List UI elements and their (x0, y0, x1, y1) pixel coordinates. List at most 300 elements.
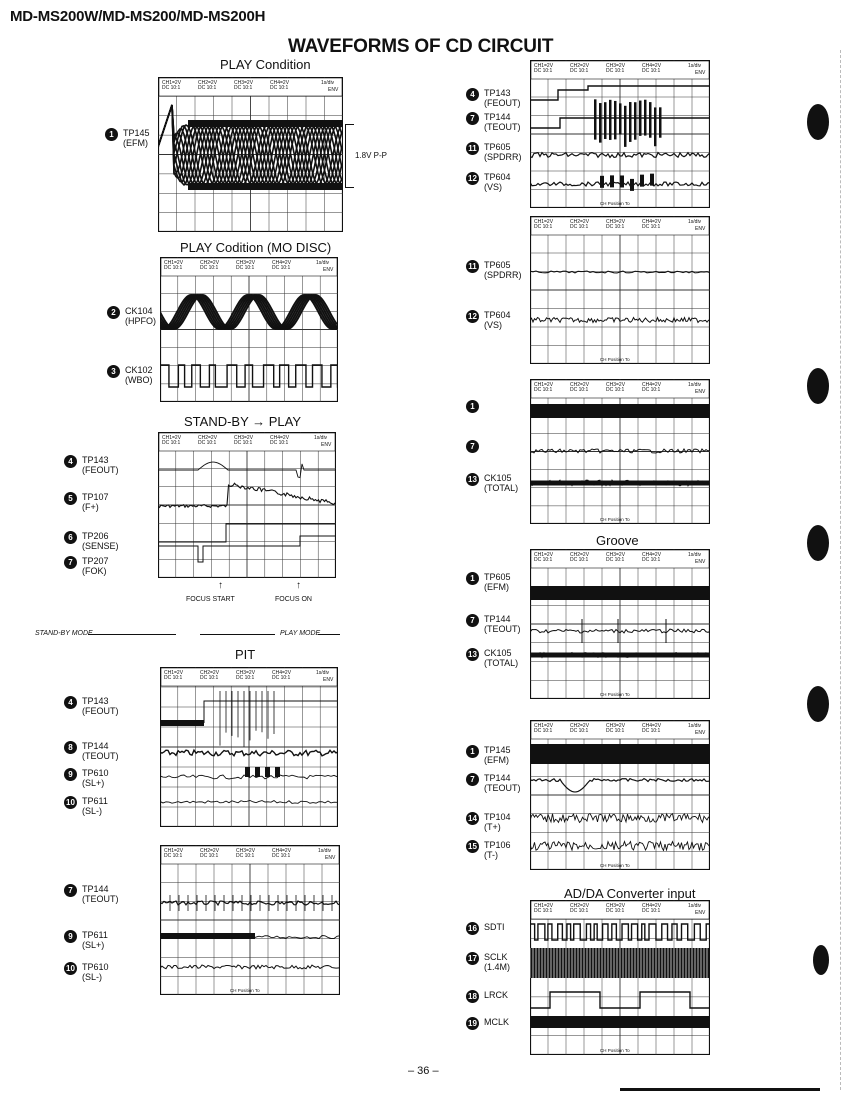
probe-testpoint: SDTI (484, 922, 505, 932)
probe-number-badge: 1 (466, 400, 479, 413)
binder-hole-2 (807, 368, 829, 404)
probe-label (64, 531, 119, 551)
scope-channel-text: CH1=2V (162, 80, 182, 86)
probe-label (466, 952, 510, 972)
vs-burst (640, 175, 644, 187)
scope-channel-text: CH2=2V (200, 260, 220, 266)
burst-bar (594, 99, 597, 139)
scope-coupling-text: DC 10:1 (164, 853, 183, 859)
binder-hole-4 (807, 686, 829, 722)
feout-band (160, 720, 204, 726)
probe-label (466, 990, 508, 1003)
scope-env-text: ENV (328, 87, 339, 93)
probe-number-badge: 6 (64, 531, 77, 544)
probe-signal: (SL-) (82, 972, 102, 982)
scope-coupling-text: DC 10:1 (534, 557, 553, 563)
scope-coupling-text: DC 10:1 (270, 440, 289, 446)
probe-label (64, 930, 108, 950)
burst-bar (609, 100, 612, 140)
scope-channel-text: CH3=2V (236, 260, 256, 266)
probe-number-badge: 4 (64, 696, 77, 709)
scope-coupling-text: DC 10:1 (642, 908, 661, 914)
probe-signal: (TEOUT) (82, 894, 119, 904)
scope-channel-text: CH4=2V (270, 435, 290, 441)
scope-grid (160, 845, 340, 995)
probe-label (466, 745, 511, 765)
probe-number-badge: 11 (466, 142, 479, 155)
scope-channel-text: CH2=2V (198, 435, 218, 441)
scope-coupling-text: DC 10:1 (570, 68, 589, 74)
scope-coupling-text: DC 10:1 (272, 675, 291, 681)
scope-grid (158, 432, 336, 578)
burst-bar (599, 103, 602, 143)
probe-label (64, 455, 119, 475)
probe-testpoint: CK105 (484, 648, 512, 658)
probe-signal: (SL-) (82, 806, 102, 816)
scope-channel-text: CH1=2V (164, 848, 184, 854)
probe-signal: (VS) (484, 320, 502, 330)
binder-hole-5 (813, 945, 829, 975)
scope-env-text: ENV (321, 442, 332, 448)
probe-label (466, 260, 522, 280)
focus-on-label: FOCUS ON (275, 596, 312, 603)
scope-coupling-text: DC 10:1 (534, 908, 553, 914)
probe-testpoint: TP107 (82, 492, 109, 502)
burst-bar (629, 102, 632, 142)
probe-signal: (TOTAL) (484, 658, 519, 668)
scope-channel-text: CH1=2V (164, 260, 184, 266)
scope-coupling-text: DC 10:1 (606, 728, 625, 734)
page-number: – 36 – (408, 1065, 439, 1077)
scope-channel-text: CH4=2V (270, 80, 290, 86)
scope-grid (530, 216, 710, 364)
scope-coupling-text: DC 10:1 (162, 440, 181, 446)
scope-timebase-text: 1s/div (688, 382, 702, 388)
probe-label (466, 1017, 509, 1030)
probe-testpoint: TP145 (484, 745, 511, 755)
probe-number-badge: 1 (466, 572, 479, 585)
probe-testpoint: TP610 (82, 768, 109, 778)
scope-pit (160, 667, 338, 827)
scope-env-text: ENV (695, 389, 706, 395)
probe-number-badge: 3 (107, 365, 120, 378)
probe-number-badge: 12 (466, 310, 479, 323)
scope-channel-text: CH2=2V (570, 723, 590, 729)
probe-testpoint: TP611 (82, 930, 108, 940)
play-mode-label: PLAY MODE (280, 630, 321, 637)
vs-burst (620, 175, 624, 187)
probe-number-badge: 10 (64, 796, 77, 809)
probe-testpoint: LRCK (484, 990, 509, 1000)
probe-signal: (SENSE) (82, 541, 119, 551)
probe-testpoint: TP605 (484, 260, 511, 270)
probe-testpoint: TP144 (82, 741, 109, 751)
scope-coupling-text: DC 10:1 (642, 728, 661, 734)
probe-number-badge: 17 (466, 952, 479, 965)
scope-channel-text: CH1=2V (162, 435, 182, 441)
probe-number-badge: 9 (64, 768, 77, 781)
probe-signal: (TEOUT) (82, 751, 119, 761)
scope-channel-text: CH3=2V (236, 848, 256, 854)
scope-channel-text: CH2=2V (570, 382, 590, 388)
probe-signal: (VS) (484, 182, 502, 192)
probe-signal: (EFM) (484, 582, 509, 592)
probe-number-badge: 7 (466, 440, 479, 453)
scope-channel-text: CH1=2V (164, 670, 184, 676)
scope-play (158, 77, 343, 232)
scope-channel-text: CH2=2V (570, 219, 590, 225)
vs-burst (600, 176, 604, 188)
probe-label (466, 440, 484, 453)
scope-position-text: CH Position To (600, 1048, 630, 1053)
scope-coupling-text: DC 10:1 (198, 85, 217, 91)
scope-rthird (530, 379, 710, 524)
scope-channel-text: CH4=2V (642, 903, 662, 909)
burst-bar (644, 100, 647, 136)
scope-channel-text: CH4=2V (272, 670, 292, 676)
scope-coupling-text: DC 10:1 (164, 265, 183, 271)
probe-signal: (FOK) (82, 566, 107, 576)
probe-testpoint: TP144 (82, 884, 109, 894)
probe-number-badge: 2 (107, 306, 120, 319)
scope-position-text: CH Position To (600, 863, 630, 868)
caption-pit: PIT (235, 647, 256, 662)
bottom-rule (620, 1088, 820, 1091)
probe-label (466, 172, 511, 192)
probe-testpoint: TP104 (484, 812, 511, 822)
probe-signal: (TEOUT) (484, 624, 521, 634)
scope-timebase-text: 1s/div (318, 848, 332, 854)
probe-number-badge: 18 (466, 990, 479, 1003)
probe-testpoint: CK104 (125, 306, 153, 316)
probe-number-badge: 4 (64, 455, 77, 468)
scope-coupling-text: DC 10:1 (270, 85, 289, 91)
probe-number-badge: 16 (466, 922, 479, 935)
scope-env-text: ENV (695, 70, 706, 76)
efm-band (530, 586, 710, 600)
scope-coupling-text: DC 10:1 (534, 728, 553, 734)
probe-number-badge: 9 (64, 930, 77, 943)
scope-channel-text: CH4=2V (642, 552, 662, 558)
probe-label (105, 128, 150, 148)
scope-channel-text: CH2=2V (570, 63, 590, 69)
scope-coupling-text: DC 10:1 (642, 224, 661, 230)
sl-pulse (275, 767, 280, 777)
probe-number-badge: 13 (466, 648, 479, 661)
probe-testpoint: CK105 (484, 473, 512, 483)
scope-channel-text: CH2=2V (570, 903, 590, 909)
scope-timebase-text: 1s/div (688, 723, 702, 729)
scope-rtop (530, 60, 710, 208)
scope-position-text: CH Position To (600, 357, 630, 362)
standby-mode-label: STAND-BY MODE (35, 630, 93, 637)
scope-channel-text: CH4=2V (272, 848, 292, 854)
probe-number-badge: 4 (466, 88, 479, 101)
scope-coupling-text: DC 10:1 (606, 387, 625, 393)
probe-signal: (SL+) (82, 940, 105, 950)
scope-coupling-text: DC 10:1 (234, 440, 253, 446)
probe-testpoint: TP605 (484, 142, 511, 152)
probe-label (64, 962, 109, 982)
scope-channel-text: CH3=2V (234, 80, 254, 86)
scope-channel-text: CH3=2V (606, 219, 626, 225)
scope-coupling-text: DC 10:1 (534, 387, 553, 393)
probe-testpoint: TP610 (82, 962, 109, 972)
scope-rfifth (530, 720, 710, 870)
probe-signal: (TEOUT) (484, 783, 521, 793)
scope-timebase-text: 1s/div (688, 903, 702, 909)
focus-start-arrow: ↑ (218, 580, 223, 591)
scope-coupling-text: DC 10:1 (272, 853, 291, 859)
scope-mo (160, 257, 338, 402)
scope-timebase-text: 1s/div (688, 219, 702, 225)
probe-label (64, 492, 109, 512)
scope-channel-text: CH3=2V (606, 723, 626, 729)
scope-rsecond (530, 216, 710, 364)
scope-env-text: ENV (695, 910, 706, 916)
focus-on-arrow: ↑ (296, 580, 301, 591)
probe-testpoint: TP145 (123, 128, 150, 138)
probe-label (64, 768, 109, 788)
probe-number-badge: 7 (64, 556, 77, 569)
caption-mo: PLAY Codition (MO DISC) (180, 240, 332, 255)
scope-channel-text: CH2=2V (198, 80, 218, 86)
scope-channel-text: CH2=2V (200, 670, 220, 676)
probe-label (466, 400, 484, 413)
scope-coupling-text: DC 10:1 (164, 675, 183, 681)
probe-label (466, 812, 511, 832)
scope-timebase-text: 1s/div (316, 260, 330, 266)
probe-label (107, 365, 153, 385)
probe-number-badge: 1 (466, 745, 479, 758)
page-edge (840, 50, 841, 1090)
scope-channel-text: CH4=2V (642, 63, 662, 69)
efm-envelope-bottom (188, 183, 343, 190)
scope-coupling-text: DC 10:1 (534, 224, 553, 230)
probe-label (64, 741, 119, 761)
focus-start-label: FOCUS START (186, 596, 235, 603)
probe-testpoint: TP207 (82, 556, 109, 566)
efm-band (530, 404, 710, 418)
probe-number-badge: 15 (466, 840, 479, 853)
scope-channel-text: CH4=2V (642, 219, 662, 225)
sl-pulse (255, 767, 260, 777)
probe-number-badge: 11 (466, 260, 479, 273)
scope-standby (158, 432, 336, 578)
scope-coupling-text: DC 10:1 (570, 908, 589, 914)
probe-testpoint: TP106 (484, 840, 511, 850)
scope-timebase-text: 1s/div (316, 670, 330, 676)
scope-channel-text: CH1=2V (534, 723, 554, 729)
amplitude-annotation: 1.8V P-P (355, 151, 388, 160)
probe-signal: (FEOUT) (82, 706, 119, 716)
scope-channel-text: CH3=2V (236, 670, 256, 676)
scope-timebase-text: 1s/div (314, 435, 328, 441)
scope-coupling-text: DC 10:1 (236, 853, 255, 859)
probe-testpoint: TP605 (484, 572, 511, 582)
probe-number-badge: 5 (64, 492, 77, 505)
probe-testpoint: TP143 (484, 88, 511, 98)
scope-channel-text: CH1=2V (534, 219, 554, 225)
scope-coupling-text: DC 10:1 (272, 265, 291, 271)
scope-channel-text: CH2=2V (200, 848, 220, 854)
probe-label (466, 840, 511, 860)
probe-testpoint: TP604 (484, 172, 511, 182)
scope-coupling-text: DC 10:1 (606, 557, 625, 563)
probe-signal: (1.4M) (484, 962, 511, 972)
scope-channel-text: CH3=2V (234, 435, 254, 441)
scope-timebase-text: 1s/div (688, 552, 702, 558)
caption-adda: AD/DA Converter input (564, 886, 696, 901)
probe-testpoint: TP143 (82, 455, 109, 465)
probe-signal: (SPDRR) (484, 152, 522, 162)
scope-env-text: ENV (695, 559, 706, 565)
probe-label (107, 306, 156, 326)
probe-label (64, 696, 119, 716)
scope-coupling-text: DC 10:1 (642, 557, 661, 563)
scope-position-text: CH Position To (600, 201, 630, 206)
caption-standby: STAND-BY → PLAY (184, 414, 302, 429)
probe-label (466, 773, 521, 793)
probe-number-badge: 7 (466, 112, 479, 125)
burst-bar (639, 101, 642, 136)
scope-channel-text: CH3=2V (606, 382, 626, 388)
mclk-band (530, 1016, 710, 1028)
probe-number-badge: 12 (466, 172, 479, 185)
burst-bar (604, 102, 607, 139)
probe-testpoint: TP144 (484, 614, 511, 624)
probe-label (64, 796, 108, 816)
probe-number-badge: 19 (466, 1017, 479, 1030)
scope-coupling-text: DC 10:1 (200, 265, 219, 271)
probe-testpoint: TP206 (82, 531, 109, 541)
scope-env-text: ENV (323, 267, 334, 273)
probe-testpoint: TP144 (484, 773, 511, 783)
probe-signal: (EFM) (123, 138, 148, 148)
scope-coupling-text: DC 10:1 (534, 68, 553, 74)
scope-env-text: ENV (325, 855, 336, 861)
probe-testpoint: CK102 (125, 365, 153, 375)
probe-signal: (HPFO) (125, 316, 156, 326)
scope-env-text: ENV (695, 730, 706, 736)
efm-band (530, 744, 710, 764)
scope-coupling-text: DC 10:1 (642, 387, 661, 393)
scope-coupling-text: DC 10:1 (236, 265, 255, 271)
burst-bar (649, 102, 652, 138)
scope-groove (530, 549, 710, 699)
scope-coupling-text: DC 10:1 (162, 85, 181, 91)
burst-bar (619, 103, 622, 134)
sl-pulse (245, 767, 250, 777)
probe-signal: (EFM) (484, 755, 509, 765)
amplitude-bracket (345, 124, 354, 188)
scope-coupling-text: DC 10:1 (570, 728, 589, 734)
scope-adda (530, 900, 710, 1055)
scope-channel-text: CH4=2V (642, 382, 662, 388)
probe-label (466, 142, 522, 162)
burst-bar (624, 106, 627, 147)
scope-position-text: CH Position To (230, 988, 260, 993)
probe-label (466, 614, 521, 634)
page-title: WAVEFORMS OF CD CIRCUIT (288, 36, 554, 57)
probe-number-badge: 14 (466, 812, 479, 825)
scope-coupling-text: DC 10:1 (606, 908, 625, 914)
probe-testpoint: TP611 (82, 796, 108, 806)
binder-hole-3 (807, 525, 829, 561)
scope-tp144b (160, 845, 340, 995)
probe-label (466, 112, 521, 132)
scope-position-text: CH Position To (600, 692, 630, 697)
scope-coupling-text: DC 10:1 (200, 675, 219, 681)
scope-channel-text: CH2=2V (570, 552, 590, 558)
probe-signal: (SPDRR) (484, 270, 522, 280)
probe-signal: (T+) (484, 822, 501, 832)
model-header: MD-MS200W/MD-MS200/MD-MS200H (10, 8, 266, 25)
vs-burst (610, 175, 614, 187)
scope-coupling-text: DC 10:1 (570, 557, 589, 563)
probe-testpoint: TP604 (484, 310, 511, 320)
scope-coupling-text: DC 10:1 (606, 224, 625, 230)
scope-grid (530, 549, 710, 699)
probe-number-badge: 8 (64, 741, 77, 754)
vs-burst (630, 179, 634, 191)
probe-signal: (WBO) (125, 375, 153, 385)
scope-env-text: ENV (323, 677, 334, 683)
probe-signal: (TEOUT) (484, 122, 521, 132)
scope-channel-text: CH3=2V (606, 63, 626, 69)
scope-env-text: ENV (695, 226, 706, 232)
probe-testpoint: SCLK (484, 952, 508, 962)
mode-divider-mid (200, 634, 275, 635)
scope-coupling-text: DC 10:1 (570, 387, 589, 393)
scope-channel-text: CH3=2V (606, 903, 626, 909)
burst-bar (659, 107, 662, 137)
probe-label (466, 648, 518, 668)
caption-play: PLAY Condition (220, 57, 311, 72)
probe-label (466, 310, 511, 330)
probe-testpoint: TP143 (82, 696, 109, 706)
scope-coupling-text: DC 10:1 (570, 224, 589, 230)
scope-coupling-text: DC 10:1 (200, 853, 219, 859)
scope-timebase-text: 1s/div (688, 63, 702, 69)
probe-number-badge: 7 (466, 773, 479, 786)
probe-label (466, 88, 521, 108)
mode-divider-left (88, 634, 176, 635)
burst-bar (654, 107, 657, 146)
probe-signal: (T-) (484, 850, 498, 860)
burst-bar (614, 101, 617, 139)
scope-channel-text: CH1=2V (534, 63, 554, 69)
efm-envelope-top (188, 120, 343, 127)
binder-hole-1 (807, 104, 829, 140)
probe-signal: (FEOUT) (484, 98, 521, 108)
scope-channel-text: CH4=2V (642, 723, 662, 729)
probe-label (466, 922, 505, 935)
scope-timebase-text: 1s/div (321, 80, 335, 86)
probe-label (466, 572, 511, 592)
probe-number-badge: 1 (105, 128, 118, 141)
scope-channel-text: CH1=2V (534, 903, 554, 909)
probe-label (466, 473, 518, 493)
scope-coupling-text: DC 10:1 (606, 68, 625, 74)
probe-signal: (SL+) (82, 778, 105, 788)
vs-burst (650, 174, 654, 186)
probe-signal: (TOTAL) (484, 483, 519, 493)
scope-coupling-text: DC 10:1 (236, 675, 255, 681)
probe-number-badge: 7 (466, 614, 479, 627)
probe-label (64, 884, 119, 904)
probe-number-badge: 13 (466, 473, 479, 486)
